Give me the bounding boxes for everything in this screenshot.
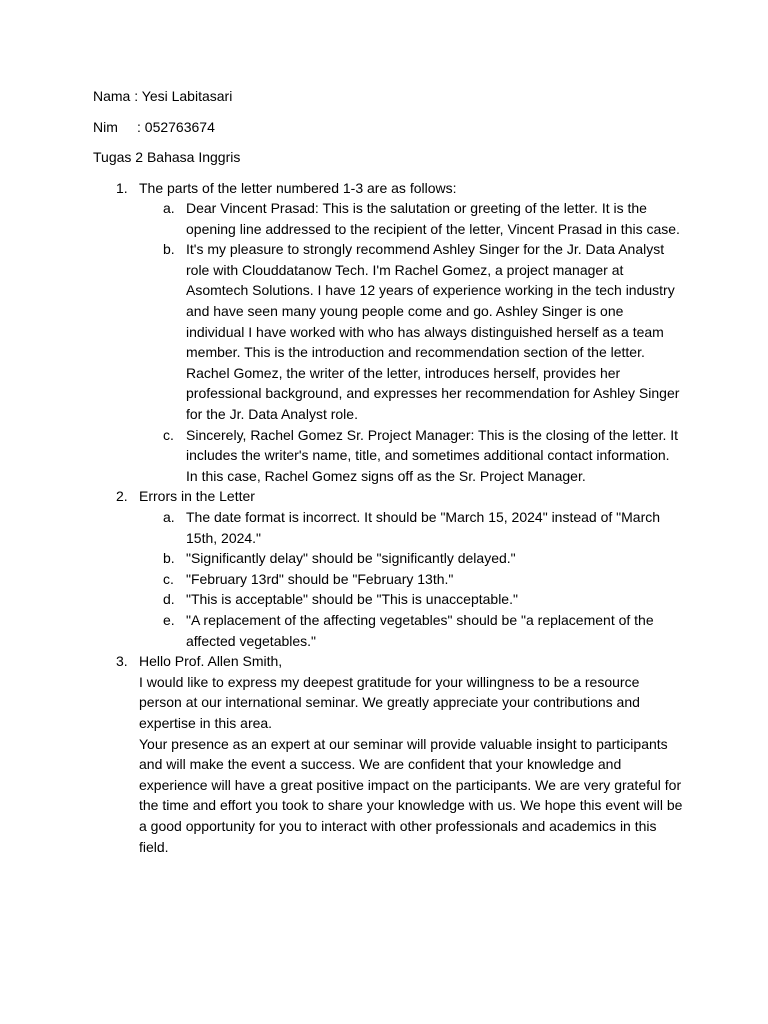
nim-label: Nim xyxy=(93,118,118,135)
sub-item xyxy=(139,198,683,239)
sub-item-text: "Significantly delay" should be "significantly delayed." xyxy=(186,550,516,567)
sub-item xyxy=(139,239,683,424)
sub-item-text: "A replacement of the affecting vegetables" should be "a replacement of the affected vegetables." xyxy=(186,611,654,649)
letter-greeting: Hello Prof. Allen Smith, xyxy=(139,653,283,670)
student-nim xyxy=(93,117,683,137)
letter-paragraph: Your presence as an expert at our seminar will provide valuable insight to participants and will make the event a success. We are confident that your knowledge and experience will have a great positive impact on the participants. We are very grateful for the time and effort you took to share your knowledge with us. We hope this event will be a good opportunity for you to interact with other professionals and academics in this field. xyxy=(139,735,683,855)
task-title: Tugas 2 Bahasa Inggris xyxy=(93,149,241,165)
sub-item-text: Dear Vincent Prasad: This is the salutation or greeting of the letter. It is the opening line addressed to the recipient of the letter, Vincent Prasad in this case. xyxy=(186,200,680,237)
sub-item-text: "February 13rd" should be "February 13th." xyxy=(186,570,454,587)
sub-item-text: The date format is incorrect. It should be "March 15, 2024" instead of "March 15th, 2024." xyxy=(186,509,661,546)
answer-item-1 xyxy=(93,178,683,487)
sub-item-text: "This is acceptable" should be "This is unacceptable." xyxy=(186,591,518,608)
sub-item xyxy=(139,425,683,487)
sub-list xyxy=(139,198,683,486)
sub-list xyxy=(139,507,683,651)
sub-letter: a. xyxy=(163,509,175,525)
list-number: 2. xyxy=(116,488,128,505)
sub-letter: d. xyxy=(163,591,175,608)
sub-item-text: It's my pleasure to strongly recommend Ashley Singer for the Jr. Data Analyst role with Clouddatanow Tech. I'm Rachel Gomez, a project manager at Asomtech Solutions. I have 12 years of experience working in the tech industry and have seen many young people come and go. Ashley Singer is one individual I have worked with who has always distinguished herself as a team member. This is the introduction and recommendation section of the letter. Rachel Gomez, the writer of the letter, introduces herself, provides her professional background, and expresses her recommendation for Ashley Singer for the Jr. Data Analyst role. xyxy=(186,241,680,423)
sub-item xyxy=(139,548,683,569)
sub-item xyxy=(139,610,683,651)
sub-item-text: Sincerely, Rachel Gomez Sr. Project Manager: This is the closing of the letter. It includes the writer's name, title, and sometimes additional contact information. In this case, Rachel Gomez signs off as the Sr. Project Manager. xyxy=(186,426,679,484)
sub-letter: c. xyxy=(163,426,174,443)
sub-item xyxy=(139,589,683,610)
list-number: 1. xyxy=(116,179,128,196)
answer-title: The parts of the letter numbered 1-3 are as follows: xyxy=(139,179,457,196)
sub-letter: a. xyxy=(163,200,175,217)
sub-letter: b. xyxy=(163,241,175,258)
answer-list xyxy=(93,178,683,858)
sub-item xyxy=(139,569,683,590)
sub-letter: e. xyxy=(163,611,175,628)
letter-paragraph: I would like to express my deepest gratitude for your willingness to be a resource person at our international seminar. We greatly appreciate your contributions and expertise in this area. xyxy=(139,673,640,731)
answer-title: Errors in the Letter xyxy=(139,488,255,505)
document-page xyxy=(93,86,683,857)
list-number: 3. xyxy=(116,653,128,670)
nim-value: : 052763674 xyxy=(137,118,215,135)
sub-letter: b. xyxy=(163,550,175,567)
sub-item xyxy=(139,507,683,548)
answer-item-2 xyxy=(93,486,683,651)
answer-item-3 xyxy=(93,651,683,857)
sub-letter: c. xyxy=(163,570,174,587)
student-name: Nama : Yesi Labitasari xyxy=(93,88,233,104)
